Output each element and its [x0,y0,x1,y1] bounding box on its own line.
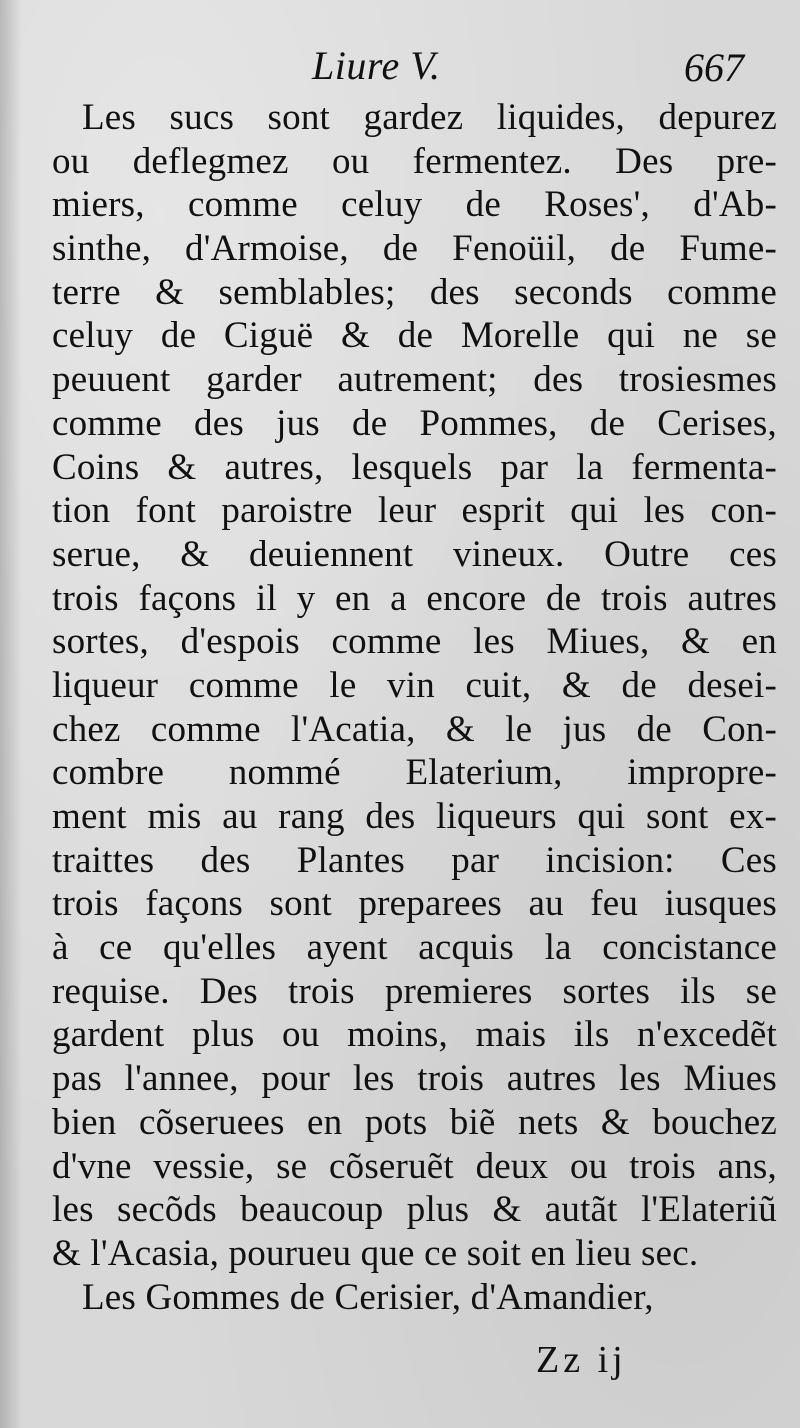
text-line: terre & semblables; des seconds comme [52,271,777,313]
text-line: sortes, d'espois comme les Miues, & en [52,621,777,663]
text-line: requise. Des trois premieres sortes ils se [52,970,777,1012]
text-line: & l'Acasia, pourueu que ce soit en lieu sec. [52,1232,699,1274]
body-text [52,96,777,1319]
text-line: Coins & autres, lesquels par la fermenta- [52,446,777,488]
text-line: tion font paroistre leur esprit qui les con- [52,490,777,532]
text-line: ment mis au rang des liqueurs qui sont ex- [52,796,777,837]
text-line: serue, & deuiennent vineux. Outre ces [52,533,777,575]
page-header [0,36,800,96]
signature-mark: Zz ij [536,1339,627,1381]
running-title: Liure V. [312,43,441,88]
text-line: à ce qu'elles ayent acquis la concistance [52,927,777,969]
text-line: celuy de Ciguë & de Morelle qui ne se [52,315,777,357]
text-line: miers, comme celuy de Roses', d'Ab- [52,184,777,226]
text-line: Les sucs sont gardez liquides, depurez [82,97,777,138]
text-line: liqueur comme le vin cuit, & de desei- [52,664,777,706]
text-line: trois façons il y en a encore de trois autres [52,577,777,619]
text-line: comme des jus de Pommes, de Cerises, [52,402,777,444]
text-line: bien cõseruees en pots biẽ nets & bouchez [52,1101,777,1143]
text-line: trois façons sont preparees au feu iusques [52,883,777,925]
text-line: ou deflegmez ou fermentez. Des pre- [52,140,777,182]
text-line: traittes des Plantes par incision: Ces [52,839,777,881]
text-line: sinthe, d'Armoise, de Fenoüil, de Fume- [52,228,777,270]
text-line: pas l'annee, pour les trois autres les Miues [52,1058,777,1100]
text-line: gardent plus ou moins, mais ils n'excedẽt [52,1014,777,1056]
page-edge-shadow [0,0,22,1428]
text-line: les secõds beaucoup plus & autãt l'Elateriũ [52,1189,777,1231]
text-line: Les Gommes de Cerisier, d'Amandier, [82,1276,654,1318]
text-line: peuuent garder autrement; des trosiesmes [52,359,777,401]
text-line: chez comme l'Acatia, & le jus de Con- [52,708,777,750]
page-number: 667 [684,45,744,90]
text-line: combre nommé Elaterium, impropre- [52,752,777,794]
text-line: d'vne vessie, se cõseruẽt deux ou trois ans, [52,1145,777,1187]
